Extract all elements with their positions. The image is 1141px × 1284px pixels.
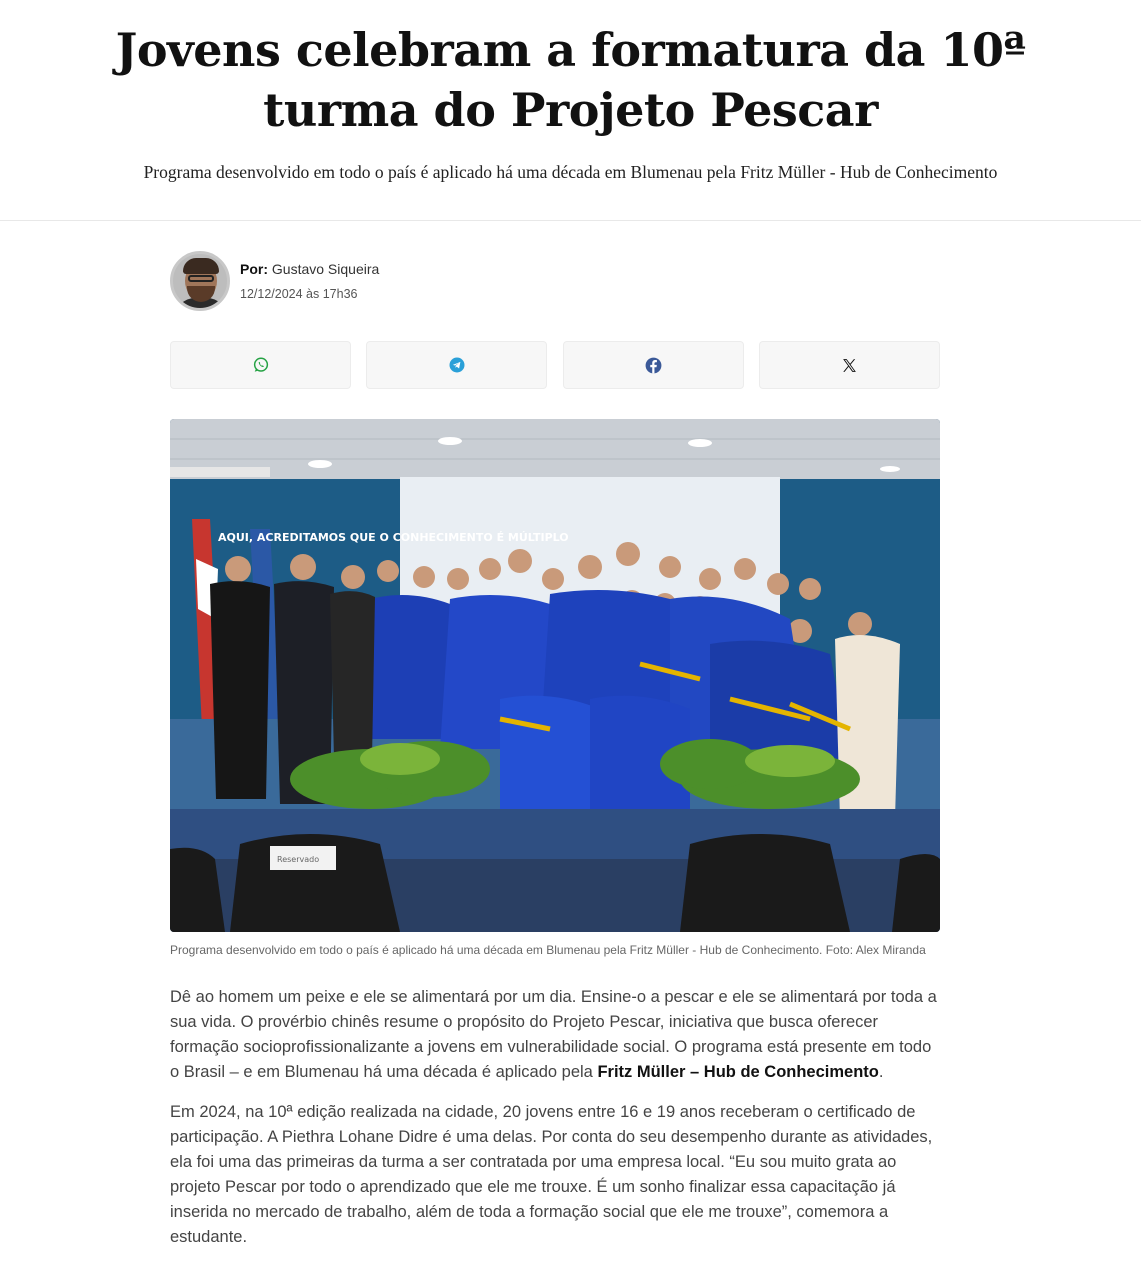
paragraph-1: [170, 985, 940, 1085]
share-telegram-button[interactable]: [366, 341, 547, 389]
byline: [170, 250, 940, 312]
author-line: [240, 261, 379, 277]
share-x-button[interactable]: [759, 341, 940, 389]
share-facebook-button[interactable]: [563, 341, 744, 389]
share-whatsapp-button[interactable]: [170, 341, 351, 389]
article-headline: Jovens celebram a formatura da 10ª turma do Projeto Pescar: [115, 23, 1026, 137]
whatsapp-icon: [252, 356, 270, 374]
article-text: [170, 985, 940, 1250]
byline-text: [240, 261, 379, 301]
author-name[interactable]: Gustavo Siqueira: [271, 261, 380, 277]
article-header: [0, 0, 1141, 221]
author-prefix: Por:: [240, 261, 268, 277]
paragraph-1-text: Dê ao homem um peixe e ele se alimentará por um dia. Ensine-o a pescar e ele se alimentará por toda a sua vida. O provérbio chinês resume o propósito do Projeto Pescar, iniciativa que busca oferecer formação socioprofissionalizante a jovens em vulnerabilidade social. O programa está presente em todo o Brasil – e em Blumenau há uma década é aplicado pela: [170, 988, 937, 1081]
publish-date: 12/12/2024 às 17h36: [240, 287, 358, 301]
photo-caption: Programa desenvolvido em todo o país é aplicado há uma década em Blumenau pela Fritz Müller - Hub de Conhecimento. Foto: Alex Miranda: [170, 943, 926, 957]
article-body: [170, 250, 940, 1265]
paragraph-1-end: .: [878, 1063, 884, 1081]
author-avatar[interactable]: [170, 251, 230, 311]
photo-banner-text: AQUI, ACREDITAMOS QUE O CONHECIMENTO É MÚLTIPLO: [218, 531, 569, 544]
fritz-muller-link[interactable]: Fritz Müller – Hub de Conhecimento: [597, 1063, 879, 1081]
telegram-icon: [448, 356, 466, 374]
share-bar: [170, 341, 940, 389]
paragraph-2: Em 2024, na 10ª edição realizada na cidade, 20 jovens entre 16 e 19 anos receberam o certificado de participação. A Piethra Lohane Didre é uma delas. Por conta do seu desempenho durante as atividades, ela foi uma das primeiras da turma a ser contratada por uma empresa local. “Eu sou muito grata ao projeto Pescar por todo o aprendizado que ele me trouxe. É um sonho finalizar essa capacitação já inserida no mercado de trabalho, além de toda a formação social que ele me trouxe”, comemora a estudante.: [170, 1103, 933, 1246]
article-photo[interactable]: [170, 419, 940, 932]
reserved-sign-text: Reservado: [277, 855, 320, 864]
x-icon: [841, 357, 858, 374]
article-subheadline: Programa desenvolvido em todo o país é aplicado há uma década em Blumenau pela Fritz Müller - Hub de Conhecimento: [143, 162, 998, 182]
facebook-icon: [644, 356, 663, 375]
graduation-photo: [170, 419, 940, 932]
